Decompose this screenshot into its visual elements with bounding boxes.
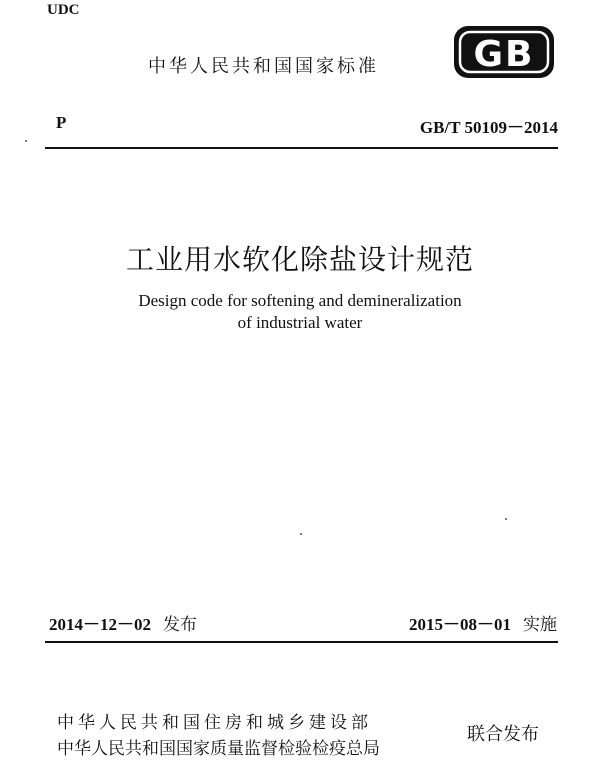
gb-logo xyxy=(452,24,556,80)
standard-number: GB/T 50109－2014 xyxy=(419,118,558,137)
english-title-line2: of industrial water xyxy=(237,313,363,332)
scan-speck xyxy=(505,518,507,520)
bottom-divider xyxy=(45,641,558,643)
english-title xyxy=(0,290,600,334)
effective-date: 2015－08－01 xyxy=(409,615,511,634)
standard-type: 中华人民共和国国家标准 xyxy=(148,56,379,77)
effective-date-block xyxy=(409,610,557,635)
english-title-line1: Design code for softening and demineralization xyxy=(138,291,462,310)
issue-label: 发布 xyxy=(163,615,197,635)
joint-release-label: 联合发布 xyxy=(467,724,539,745)
top-divider xyxy=(45,147,558,149)
issue-date: 2014－12－02 xyxy=(49,615,151,634)
scan-speck xyxy=(300,533,302,535)
scan-speck xyxy=(25,140,27,142)
issuer-ministry-housing: 中华人民共和国住房和城乡建设部 xyxy=(57,713,372,733)
issue-date-block xyxy=(49,610,197,635)
chinese-title: 工业用水软化除盐设计规范 xyxy=(125,243,474,276)
udc-label: UDC xyxy=(47,2,80,18)
effective-label: 实施 xyxy=(523,615,557,635)
classification-code: P xyxy=(56,113,67,132)
issuer-aqsiq: 中华人民共和国国家质量监督检验检疫总局 xyxy=(57,739,380,759)
logo-text: GB xyxy=(473,34,535,75)
